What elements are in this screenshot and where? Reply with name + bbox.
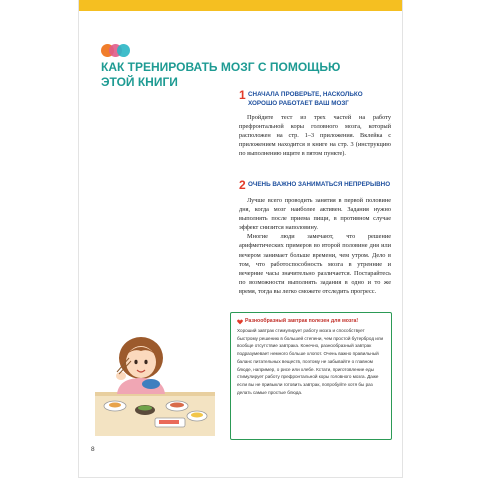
heart-icon <box>237 319 243 325</box>
section-1-heading: СНАЧАЛА ПРОВЕРЬТЕ, НАСКОЛЬКО ХОРОШО РАБОТАЕТ ВАШ МОЗГ <box>248 91 363 107</box>
section-1-header <box>239 90 391 108</box>
section-2-paragraph-2: Многие люди замечают, что решение арифметических примеров во второй половине дня или вечером занимает больше времени, чем утром. Дело в том, что работоспособность мозга в утренние и вечерние часы значительно различается. Постарайтесь по возможности выполнять задания в одно и то же время, тогда вы легко сможете отследить прогресс. <box>239 233 391 295</box>
decorative-circles-icon <box>101 44 133 58</box>
tip-box <box>230 312 392 440</box>
section-2 <box>239 180 391 296</box>
section-1 <box>239 90 391 158</box>
tip-box-header <box>237 318 385 325</box>
section-2-header <box>239 180 391 191</box>
section-1-number: 1 <box>239 88 246 102</box>
page-number: 8 <box>91 446 95 453</box>
section-2-body <box>239 196 391 296</box>
section-2-number: 2 <box>239 178 246 192</box>
teal-circle <box>117 44 130 57</box>
section-1-body <box>239 113 391 158</box>
page-title: КАК ТРЕНИРОВАТЬ МОЗГ С ПОМОЩЬЮ ЭТОЙ КНИГИ <box>101 60 341 89</box>
section-2-heading: ОЧЕНЬ ВАЖНО ЗАНИМАТЬСЯ НЕПРЕРЫВНО <box>248 181 391 188</box>
top-accent-bar <box>79 0 402 11</box>
woman-eating-breakfast-illustration <box>95 336 215 436</box>
book-page <box>78 0 403 478</box>
section-2-paragraph-1: Лучше всего проводить занятия в первой половине дня, когда мозг наиболее активен. Задания нужно выполнять после приема пищи, в противном случае эффект снизится наполовину. <box>239 197 391 232</box>
tip-box-heading: Разнообразный завтрак полезен для мозга! <box>245 318 359 324</box>
section-1-paragraph: Пройдите тест из трех частей на работу префронтальной коры головного мозга, который расположен на стр. 1–3 приложения. Вклейка с приложением находится в книге на стр. 3 (инструкцию по выполнению ищите в пятом пункте). <box>239 114 391 158</box>
tip-box-body: Хороший завтрак стимулирует работу мозга и способствует быстрому решению в большей степени, чем простой бутерброд или вообще отсутствие завтрака. Конечно, разнообразный завтрак подразумевает немного больше хлопот. Очень важно правильный баланс питательных веществ, поэтому не забывайте о главном блюде, например, о рисе или хлебе. Кстати, приготовление еды стимулирует работу префронтальной коры головного мозга. Даже если вы не привыкли готовить завтрак, попробуйте хотя бы раз делать самые простые блюда. <box>237 328 384 395</box>
